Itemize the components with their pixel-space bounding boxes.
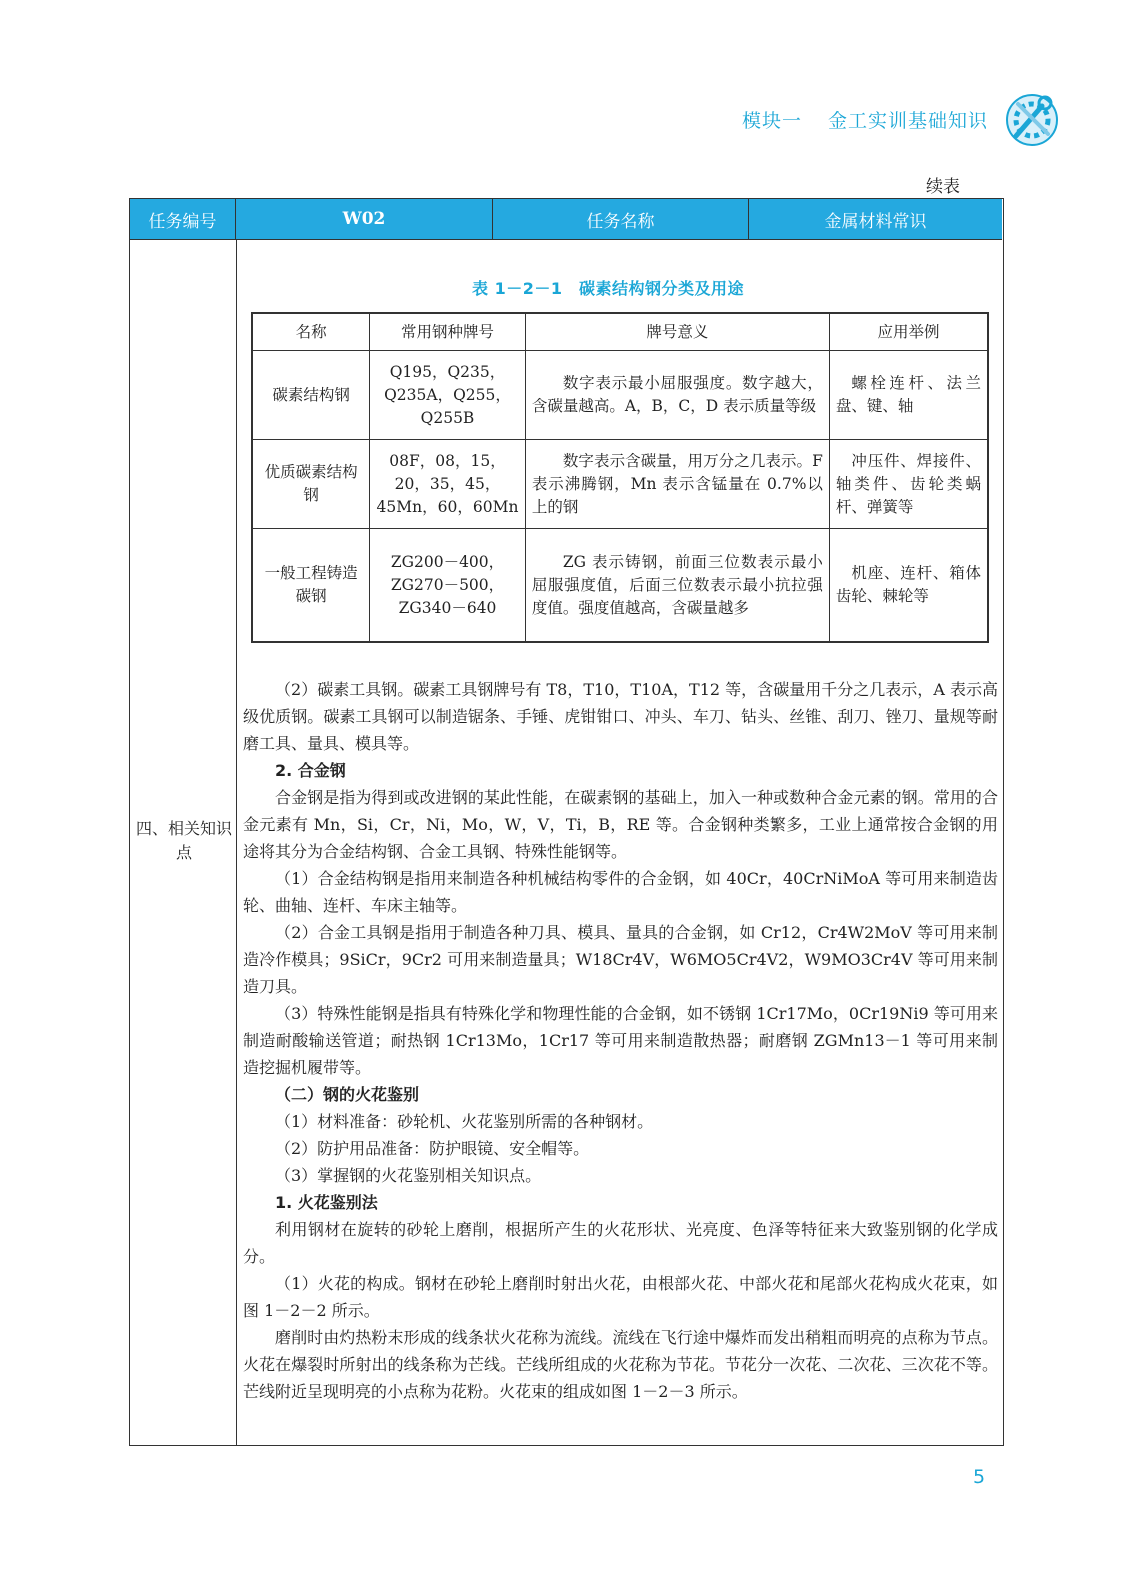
usage-cell: 螺栓连杆、法兰盘、键、轴 [829,351,988,440]
chapter-title: 金工实训基础知识 [828,110,989,132]
wrench-gear-icon [1002,90,1064,148]
paragraph: （3）掌握钢的火花鉴别相关知识点。 [275,1166,542,1185]
carbon-steel-table [251,312,989,643]
paragraph: （2）合金工具钢是指用于制造各种刀具、模具、量具的合金钢，如 Cr12，Cr4W2MoV 等可用来制造冷作模具；9SiCr，9Cr2 可用来制造量具；W18Cr4V，W6MO5Cr4V2，W9MO3Cr4V 等可用来制造刀具。 [243,923,998,996]
table-row [252,351,988,440]
steel-name-cell: 碳素结构钢 [252,351,370,440]
section-label: 四、相关知识点 [136,819,233,862]
table-title: 表 1－2－1 碳素结构钢分类及用途 [472,279,744,298]
grade-meaning-cell: 数字表示含碳量，用万分之几表示。F 表示沸腾钢，Mn 表示含锰量在 0.7%以上的钢 [525,440,829,529]
running-header [742,106,988,133]
column-header: 牌号意义 [525,313,829,351]
task-header-row [130,199,1002,240]
usage-cell: 机座、连杆、箱体齿轮、棘轮等 [829,529,988,643]
grade-meaning-cell: ZG 表示铸钢，前面三位数表示最小屈服强度值，后面三位数表示最小抗拉强度值。强度值越高，含碳量越多 [525,529,829,643]
steel-name-cell: 一般工程铸造碳钢 [252,529,370,643]
grade-meaning-cell: 数字表示最小屈服强度。数字越大，含碳量越高。A，B，C，D 表示质量等级 [525,351,829,440]
task-name-value: 金属材料常识 [824,211,927,232]
steel-grades-cell: ZG200－400，ZG270－500，ZG340－640 [370,529,526,643]
page-number: 5 [973,1466,986,1488]
task-id-label: 任务编号 [130,199,236,239]
body-text [243,676,998,1405]
usage-cell: 冲压件、焊接件、轴类件、齿轮类蜗杆、弹簧等 [829,440,988,529]
paragraph: （1）火花的构成。钢材在砂轮上磨削时射出火花，由根部火花、中部火花和尾部火花构成火花束，如图 1－2－2 所示。 [243,1274,998,1320]
continued-label: 续表 [926,177,960,197]
column-divider [236,240,237,1445]
paragraph: 合金钢是指为得到或改进钢的某此性能，在碳素钢的基础上，加入一种或数种合金元素的钢。常用的合金元素有 Mn，Si，Cr，Ni，Mo，W，V，Ti，B，RE 等。合金钢种类繁多，工业上通常按合金钢的用途将其分为合金结构钢、合金工具钢、特殊性能钢等。 [243,788,998,861]
paragraph: 利用钢材在旋转的砂轮上磨削，根据所产生的火花形状、光亮度、色泽等特征来大致鉴别钢的化学成分。 [243,1220,998,1266]
table-header-row [252,313,988,351]
paragraph: （2）碳素工具钢。碳素工具钢牌号有 T8，T10，T10A，T12 等，含碳量用千分之几表示，A 表示高级优质钢。碳素工具钢可以制造锯条、手锤、虎钳钳口、冲头、车刀、钻头、丝锥、刮刀、锉刀、量规等耐磨工具、量具、模具等。 [243,680,998,753]
paragraph: （1）材料准备：砂轮机、火花鉴别所需的各种钢材。 [275,1112,654,1131]
paragraph: 磨削时由灼热粉末形成的线条状火花称为流线。流线在飞行途中爆炸而发出稍粗而明亮的点称为节点。火花在爆裂时所射出的线条称为芒线。芒线所组成的火花称为节花。节花分一次花、二次花、三次花不等。芒线附近呈现明亮的小点称为花粉。火花束的组成如图 1－2－3 所示。 [243,1328,998,1401]
section-heading: （二）钢的火花鉴别 [275,1085,420,1104]
column-header: 名称 [252,313,370,351]
steel-grades-cell: 08F，08，15，20，35，45，45Mn，60，60Mn [370,440,526,529]
section-heading: 2. 合金钢 [275,761,346,780]
task-id-value: W02 [236,199,493,239]
paragraph: （2）防护用品准备：防护眼镜、安全帽等。 [275,1139,590,1158]
column-header: 应用举例 [829,313,988,351]
paragraph: （3）特殊性能钢是指具有特殊化学和物理性能的合金钢，如不锈钢 1Cr17Mo，0Cr19Ni9 等可用来制造耐酸输送管道；耐热钢 1Cr13Mo，1Cr17 等可用来制造散热器；耐磨钢 ZGMn13－1 等可用来制造挖掘机履带等。 [243,1004,998,1077]
steel-name-cell: 优质碳素结构钢 [252,440,370,529]
task-name-label: 任务名称 [493,199,749,239]
column-header: 常用钢种牌号 [370,313,526,351]
module-label: 模块一 [742,110,803,132]
paragraph: （1）合金结构钢是指用来制造各种机械结构零件的合金钢，如 40Cr，40CrNiMoA 等可用来制造齿轮、曲轴、连杆、车床主轴等。 [243,869,998,915]
table-row [252,440,988,529]
steel-grades-cell: Q195，Q235，Q235A，Q255，Q255B [370,351,526,440]
section-heading: 1. 火花鉴别法 [275,1193,378,1212]
table-row [252,529,988,643]
